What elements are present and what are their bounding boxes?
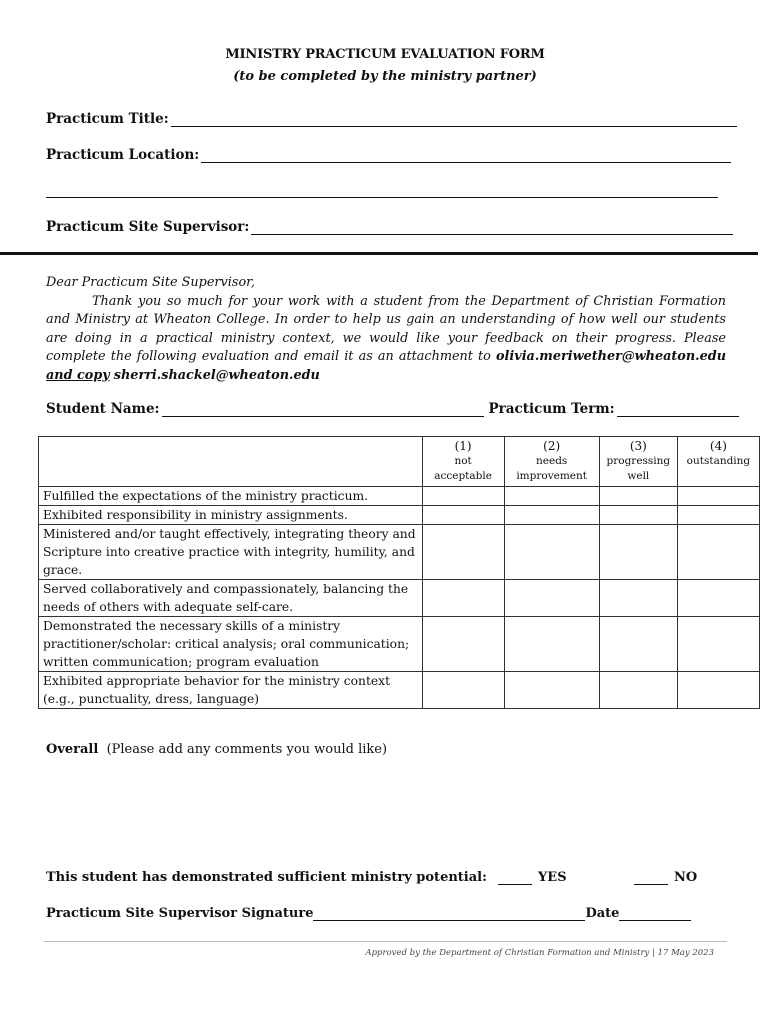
evaluation-table <box>38 436 760 709</box>
yes-option[interactable] <box>498 870 567 885</box>
student-name-label: Student Name: <box>46 401 160 417</box>
rating-header-3 <box>599 437 677 487</box>
rating-label: outstanding <box>686 455 751 467</box>
letter-body-text: Thank you so much for your work with a student from the Department of Christian Formation and Ministry at Wheaton College. In order to help us gain an understanding of how well our students are doing in a practical ministry context, we would like your feedback on their progress. Please complete the following evaluation and email it as an attachment to <box>46 293 726 364</box>
no-line[interactable] <box>634 870 668 885</box>
criterion-text: Demonstrated the necessary skills of a ministry practitioner/scholar: critical analysis; oral communication; written communication; program evaluation <box>39 617 423 672</box>
date-line[interactable] <box>619 906 691 921</box>
rating-cell[interactable] <box>504 617 599 672</box>
rating-cell[interactable] <box>504 672 599 709</box>
overall-hint: (Please add any comments you would like) <box>106 742 388 757</box>
student-name-line[interactable] <box>162 402 484 417</box>
footer-approval: Approved by the Department of Christian Formation and Ministry | 17 May 2023 <box>365 948 714 958</box>
practicum-title-field[interactable] <box>46 111 737 127</box>
criterion-text: Exhibited responsibility in ministry assignments. <box>39 506 423 525</box>
rating-label: needs improvement <box>516 455 588 482</box>
table-row <box>39 617 760 672</box>
rating-cell[interactable] <box>422 487 504 506</box>
site-supervisor-field[interactable] <box>46 219 733 235</box>
table-row <box>39 506 760 525</box>
rating-cell[interactable] <box>677 506 759 525</box>
rating-cell[interactable] <box>422 617 504 672</box>
rating-cell[interactable] <box>599 487 677 506</box>
rating-label: progressing well <box>606 455 671 482</box>
rating-cell[interactable] <box>422 506 504 525</box>
rating-cell[interactable] <box>504 525 599 580</box>
footer-divider <box>44 941 727 942</box>
rating-cell[interactable] <box>504 580 599 617</box>
signature-line[interactable] <box>313 906 585 921</box>
and-copy-text: and copy <box>46 367 110 383</box>
rating-cell[interactable] <box>422 580 504 617</box>
site-supervisor-label: Practicum Site Supervisor: <box>46 219 250 235</box>
rating-label: not acceptable <box>434 455 492 482</box>
rating-number: (1) <box>454 439 472 453</box>
rating-number: (3) <box>629 439 647 453</box>
signature-row <box>46 906 691 921</box>
overall-section <box>46 742 387 757</box>
no-label: NO <box>674 870 698 885</box>
signature-label: Practicum Site Supervisor Signature <box>46 906 314 921</box>
email-olivia[interactable]: olivia.meriwether@wheaton.edu <box>496 349 726 364</box>
letter-salutation: Dear Practicum Site Supervisor, <box>46 275 255 290</box>
table-row <box>39 672 760 709</box>
practicum-term-line[interactable] <box>617 402 739 417</box>
date-label: Date <box>585 906 620 921</box>
site-supervisor-line[interactable] <box>251 220 733 235</box>
rating-cell[interactable] <box>677 487 759 506</box>
practicum-term-label: Practicum Term: <box>488 401 615 417</box>
table-header-row <box>39 437 760 487</box>
form-title: MINISTRY PRACTICUM EVALUATION FORM <box>225 47 545 62</box>
email-sherri[interactable]: sherri.shackel@wheaton.edu <box>113 367 320 383</box>
rating-cell[interactable] <box>599 580 677 617</box>
rating-cell[interactable] <box>422 672 504 709</box>
rating-cell[interactable] <box>504 506 599 525</box>
letter-body <box>46 293 726 386</box>
criterion-text: Served collaboratively and compassionately, balancing the needs of others with adequate self-care. <box>39 580 423 617</box>
criterion-text: Exhibited appropriate behavior for the ministry context (e.g., punctuality, dress, language) <box>39 672 423 709</box>
rating-cell[interactable] <box>599 617 677 672</box>
student-name-field[interactable] <box>46 401 739 417</box>
section-divider <box>0 252 758 255</box>
form-subtitle: (to be completed by the ministry partner) <box>233 69 537 84</box>
practicum-location-label: Practicum Location: <box>46 147 200 163</box>
rating-cell[interactable] <box>677 580 759 617</box>
rating-cell[interactable] <box>599 506 677 525</box>
potential-question: This student has demonstrated sufficient ministry potential: <box>46 870 487 885</box>
rating-number: (4) <box>709 439 727 453</box>
rating-cell[interactable] <box>599 525 677 580</box>
criterion-text: Fulfilled the expectations of the ministry practicum. <box>39 487 423 506</box>
table-row <box>39 487 760 506</box>
rating-header-2 <box>504 437 599 487</box>
practicum-location-field[interactable] <box>46 147 731 163</box>
rating-cell[interactable] <box>677 617 759 672</box>
yes-label: YES <box>538 870 567 885</box>
practicum-location-line-2[interactable] <box>46 183 718 198</box>
criteria-header <box>39 437 423 487</box>
no-option[interactable] <box>634 870 697 885</box>
table-row <box>39 580 760 617</box>
criterion-text: Ministered and/or taught effectively, integrating theory and Scripture into creative practice with integrity, humility, and grace. <box>39 525 423 580</box>
overall-label: Overall <box>46 742 99 757</box>
rating-header-1 <box>422 437 504 487</box>
yes-line[interactable] <box>498 870 532 885</box>
rating-number: (2) <box>543 439 561 453</box>
rating-header-4 <box>677 437 759 487</box>
rating-cell[interactable] <box>677 672 759 709</box>
rating-cell[interactable] <box>422 525 504 580</box>
rating-cell[interactable] <box>677 525 759 580</box>
letter-block <box>46 274 726 385</box>
practicum-title-line[interactable] <box>171 112 737 127</box>
practicum-location-line[interactable] <box>201 148 731 163</box>
rating-cell[interactable] <box>599 672 677 709</box>
rating-cell[interactable] <box>504 487 599 506</box>
table-row <box>39 525 760 580</box>
practicum-title-label: Practicum Title: <box>46 111 169 127</box>
